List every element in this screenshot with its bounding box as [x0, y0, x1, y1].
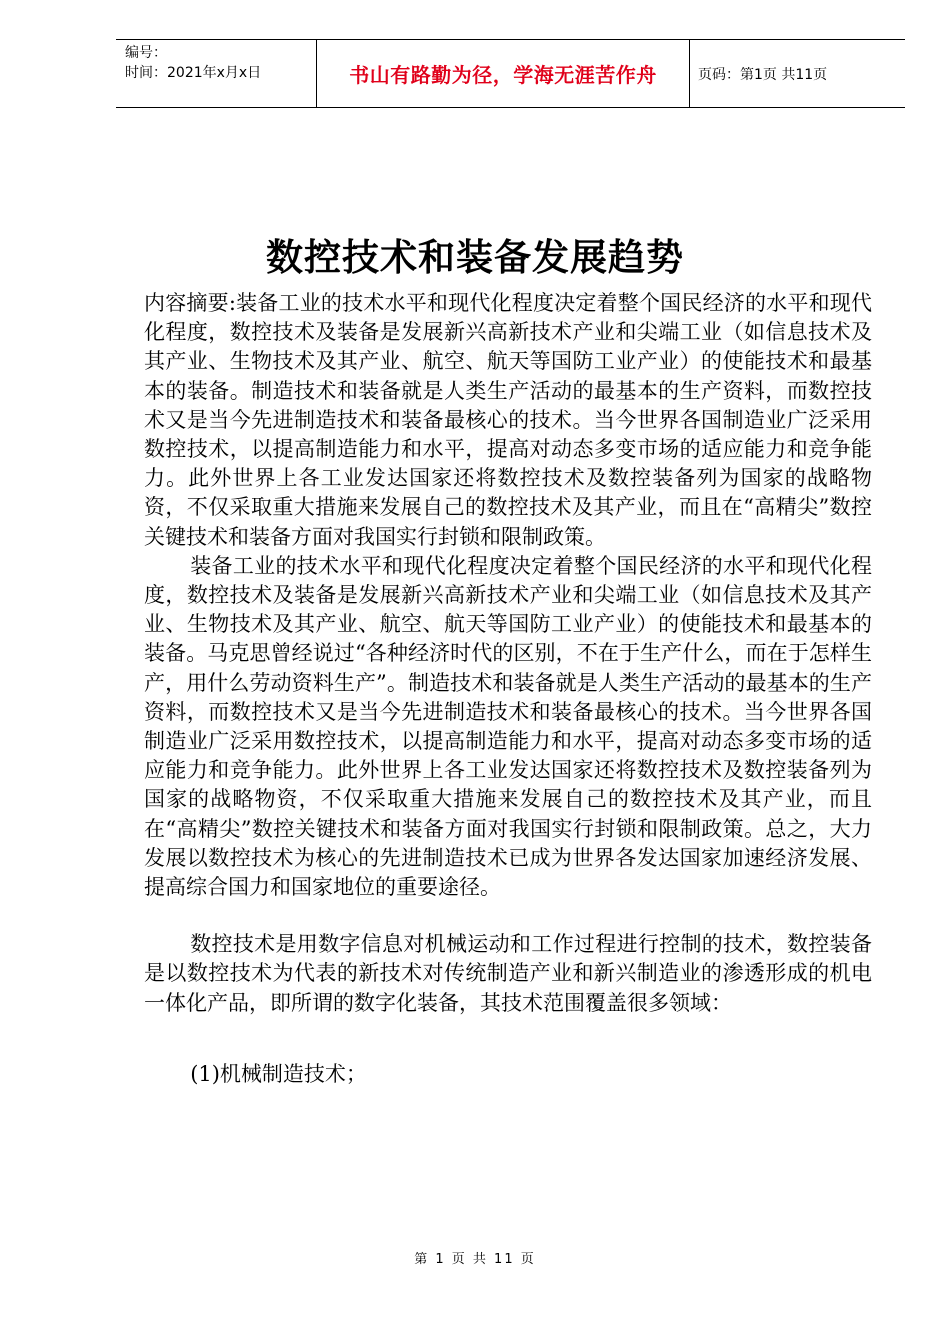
- header-meta: [116, 40, 316, 107]
- header-motto-cell: [316, 40, 690, 107]
- page-footer: 第 1 页 共 11 页: [414, 1252, 536, 1267]
- paragraph-spacer: [144, 902, 872, 930]
- body-paragraph: 装备工业的技术水平和现代化程度决定着整个国民经济的水平和现代化程度，数控技术及装备是发展新兴高新技术产业和尖端工业（如信息技术及其产业、生物技术及其产业、航空、航天等国防工业产业）的使能技术和最基本的装备。马克思曾经说过“各种经济时代的区别，不在于生产什么，而在于怎样生产，用什么劳动资料生产”。制造技术和装备就是人类生产活动的最基本的生产资料，而数控技术又是当今先进制造技术和装备最核心的技术。当今世界各国制造业广泛采用数控技术，以提高制造能力和水平，提高对动态多变市场的适应能力和竞争能力。此外世界上各工业发达国家还将数控技术及数控装备列为国家的战略物资，不仅采取重大措施来发展自己的数控技术及其产业，而且在“高精尖”数控关键技术和装备方面对我国实行封锁和限制政策。总之，大力发展以数控技术为核心的先进制造技术已成为世界各发达国家加速经济发展、提高综合国力和国家地位的重要途径。: [144, 553, 872, 900]
- paragraph-spacer: [144, 1018, 872, 1060]
- document-number-label: 编号：: [125, 45, 167, 61]
- document-body: [144, 289, 872, 1089]
- page-header: [116, 39, 905, 108]
- header-motto: 书山有路勤为径，学海无涯苦作舟: [349, 63, 657, 87]
- body-paragraph: 数控技术是用数字信息对机械运动和工作过程进行控制的技术，数控装备是以数控技术为代表的新技术对传统制造产业和新兴制造业的渗透形成的机电一体化产品，即所谓的数字化装备，其技术范围覆盖很多领域：: [144, 932, 872, 1015]
- abstract-paragraph: 内容摘要:装备工业的技术水平和现代化程度决定着整个国民经济的水平和现代化程度，数控技术及装备是发展新兴高新技术产业和尖端工业（如信息技术及其产业、生物技术及其产业、航空、航天等国防工业产业）的使能技术和最基本的装备。制造技术和装备就是人类生产活动的最基本的生产资料，而数控技术又是当今先进制造技术和装备最核心的技术。当今世界各国制造业广泛采用数控技术，以提高制造能力和水平，提高对动态多变市场的适应能力和竞争能力。此外世界上各工业发达国家还将数控技术及数控装备列为国家的战略物资，不仅采取重大措施来发展自己的数控技术及其产业，而且在“高精尖”数控关键技术和装备方面对我国实行封锁和限制政策。: [144, 291, 872, 549]
- document-time-label: 时间：2021年x月x日: [125, 65, 262, 81]
- list-item: (1)机械制造技术；: [190, 1061, 367, 1086]
- header-page-info: 页码：第1页 共11页: [698, 66, 828, 83]
- document-title: 数控技术和装备发展趋势: [266, 236, 684, 279]
